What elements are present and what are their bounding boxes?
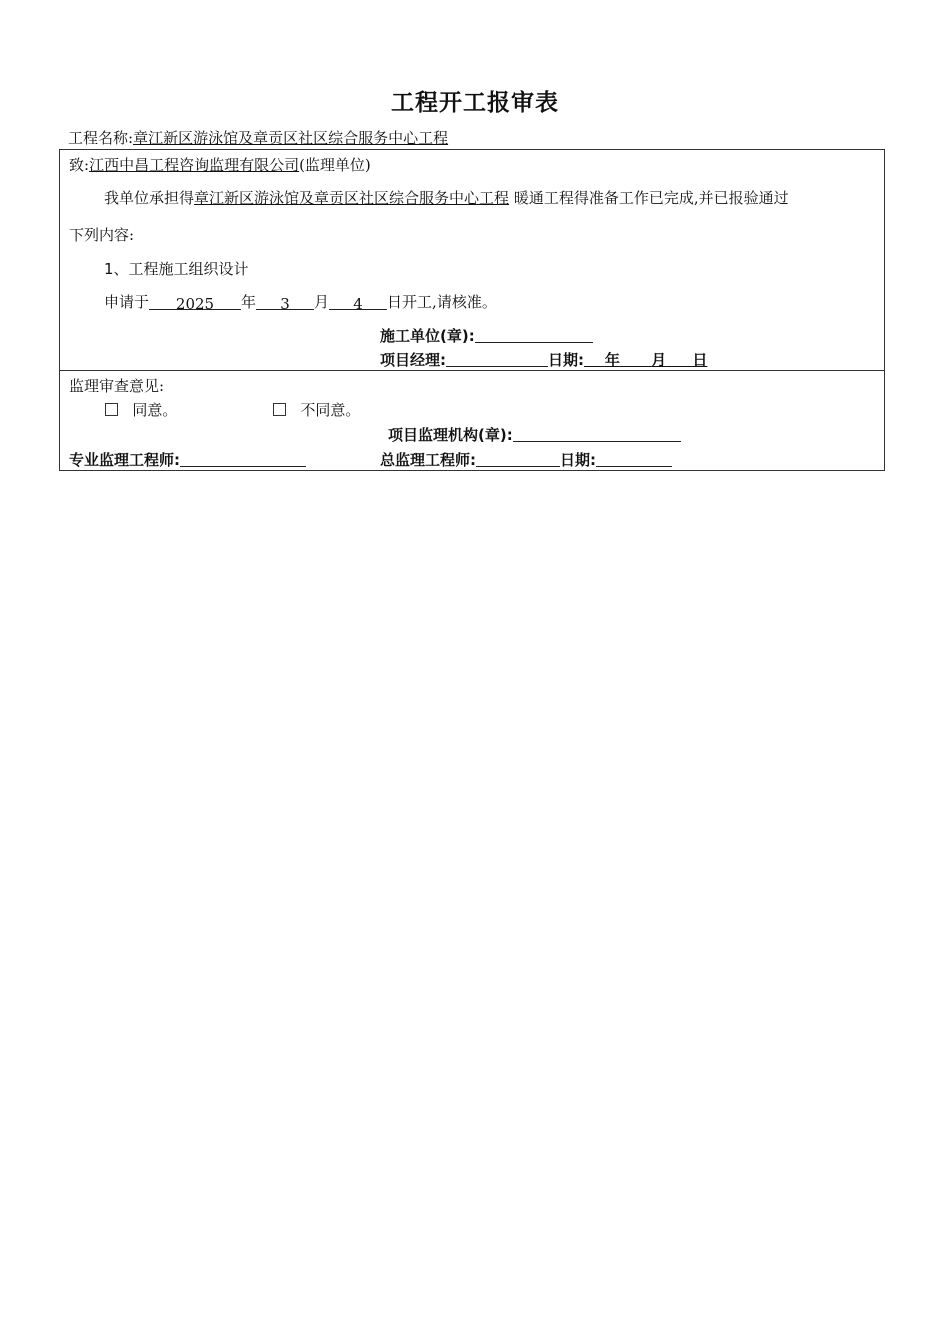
paragraph-prefix: 我单位承担得 xyxy=(104,189,195,207)
chief-label: 总监理工程师: xyxy=(380,451,476,469)
disagree-option[interactable] xyxy=(273,399,360,420)
engineer-label: 专业监理工程师: xyxy=(69,451,180,469)
manager-label: 项目经理: xyxy=(380,351,446,369)
item-construction-plan: 1、工程施工组织设计 xyxy=(104,260,249,278)
request-prefix: 申请于 xyxy=(104,293,150,311)
year-label: 年 xyxy=(241,293,257,311)
review-opinion-label: 监理审查意见: xyxy=(69,377,165,395)
manager-date-line xyxy=(380,349,707,370)
addressee-line xyxy=(69,154,371,175)
day-suffix: 日开工,请核准。 xyxy=(387,293,497,311)
project-name-value: 章江新区游泳馆及章贡区社区综合服务中心工程 xyxy=(133,129,449,147)
contractor-seal-field[interactable] xyxy=(475,328,593,343)
review-section xyxy=(59,370,885,471)
date-label: 日期: xyxy=(548,351,584,369)
month-label: 月 xyxy=(314,293,330,311)
project-name-label: 工程名称: xyxy=(68,129,134,147)
paragraph-line-1 xyxy=(104,187,789,208)
supervision-org-label: 项目监理机构(章): xyxy=(388,426,513,444)
engineer-line xyxy=(69,449,306,470)
paragraph-rest: 暖通工程得准备工作已完成,并已报验通过 xyxy=(513,189,789,207)
disagree-label: 不同意。 xyxy=(300,401,361,419)
chief-engineer-line xyxy=(380,449,672,470)
date-month-label: 月 xyxy=(651,351,667,369)
contractor-label: 施工单位(章): xyxy=(380,327,475,345)
application-section xyxy=(59,149,885,371)
review-date-field[interactable] xyxy=(596,452,672,467)
addressee-label: 致: xyxy=(69,156,90,174)
supervision-org-field[interactable] xyxy=(513,427,681,442)
paragraph-line-2: 下列内容: xyxy=(69,226,135,244)
page-title: 工程开工报审表 xyxy=(391,90,559,116)
request-date-line xyxy=(104,291,497,312)
agree-option[interactable] xyxy=(105,399,177,420)
supervision-org-line xyxy=(388,424,681,445)
date-day-label: 日 xyxy=(692,351,708,369)
contractor-seal-line xyxy=(380,325,593,346)
start-day-field[interactable]: 4 xyxy=(329,295,387,310)
review-date-label: 日期: xyxy=(560,451,596,469)
chief-field[interactable] xyxy=(476,452,560,467)
date-blank-field[interactable] xyxy=(584,351,707,369)
start-month-field[interactable]: 3 xyxy=(256,295,314,310)
agree-label: 同意。 xyxy=(132,401,178,419)
date-year-label: 年 xyxy=(604,351,620,369)
agree-checkbox[interactable] xyxy=(105,403,118,416)
project-name-line xyxy=(68,127,448,148)
engineer-field[interactable] xyxy=(180,452,306,467)
paragraph-project: 章江新区游泳馆及章贡区社区综合服务中心工程 xyxy=(194,189,510,207)
manager-field[interactable] xyxy=(446,352,548,367)
supervisor-suffix: (监理单位) xyxy=(299,156,371,174)
start-year-field[interactable]: 2025 xyxy=(149,295,241,310)
disagree-checkbox[interactable] xyxy=(273,403,286,416)
supervisor-name: 江西中昌工程咨询监理有限公司 xyxy=(89,156,300,174)
